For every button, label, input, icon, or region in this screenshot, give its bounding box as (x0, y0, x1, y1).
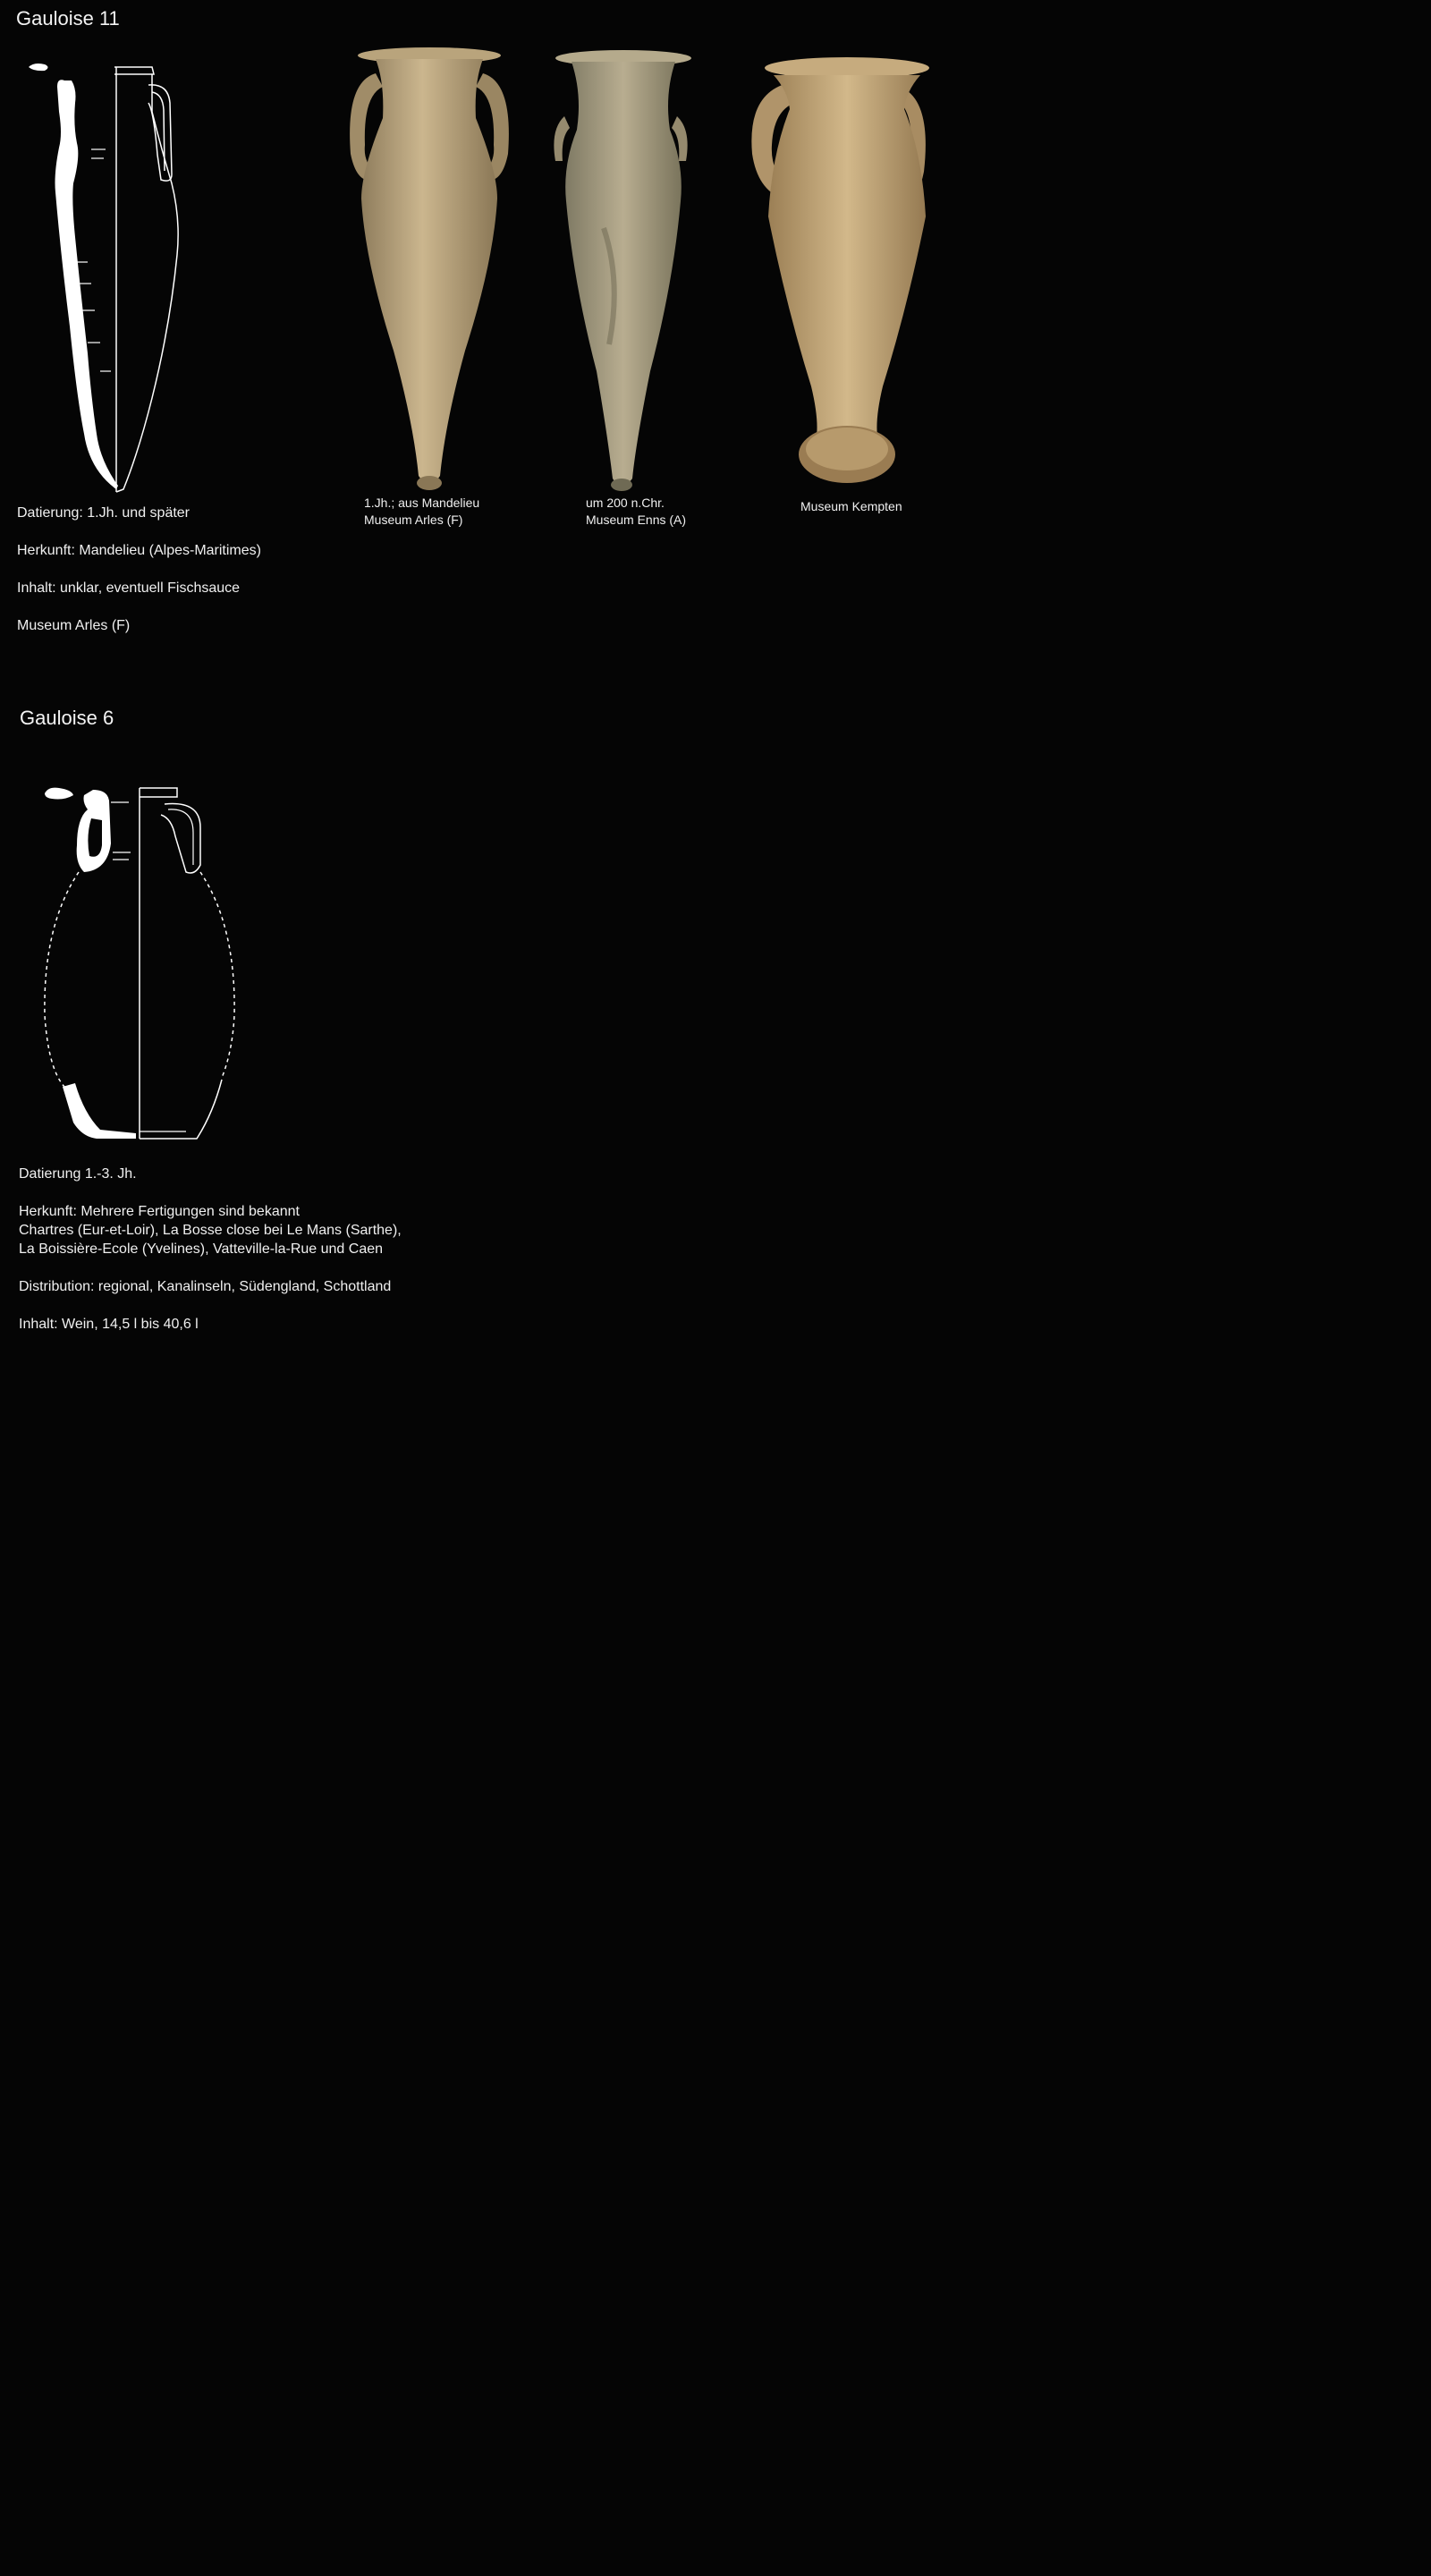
caption-photo-enns (586, 495, 686, 529)
origin-line: Herkunft: Mehrere Fertigungen sind bekannt (19, 1204, 300, 1219)
section-title-gauloise-11: Gauloise 11 (16, 7, 120, 30)
amphora-profile-drawing-gauloise-6 (43, 783, 249, 1145)
origin-line: La Boissière-Ecole (Yvelines), Vatteville-la-Rue und Caen (19, 1241, 384, 1257)
caption-photo-arles (364, 495, 479, 529)
amphora-photo-kempten (747, 55, 935, 494)
content-text: Inhalt: Wein, 14,5 l bis 40,6 l (19, 1317, 199, 1332)
caption-line: um 200 n.Chr. (586, 496, 665, 510)
caption-line: 1.Jh.; aus Mandelieu (364, 496, 480, 510)
origin-text: Herkunft: Mandelieu (Alpes-Maritimes) (17, 543, 261, 558)
distribution-text: Distribution: regional, Kanalinseln, Südengland, Schottland (19, 1279, 392, 1294)
amphora-profile-drawing-gauloise-11 (18, 58, 188, 505)
origin-line: Chartres (Eur-et-Loir), La Bosse close bei Le Mans (Sarthe), (19, 1223, 402, 1238)
caption-line: Museum Enns (A) (586, 513, 687, 527)
amphora-photo-enns (550, 49, 693, 496)
section-title-gauloise-6: Gauloise 6 (20, 707, 114, 729)
caption-line: Museum Arles (F) (364, 513, 463, 527)
museum-text: Museum Arles (F) (17, 618, 131, 633)
caption-photo-kempten (800, 498, 902, 515)
amphora-photo-arles (340, 47, 519, 494)
caption-line: Museum Kempten (800, 499, 902, 513)
dating-text: Datierung 1.-3. Jh. (19, 1166, 137, 1182)
content-text: Inhalt: unklar, eventuell Fischsauce (17, 580, 241, 596)
dating-text: Datierung: 1.Jh. und später (17, 505, 191, 521)
origin-block (19, 1202, 402, 1258)
